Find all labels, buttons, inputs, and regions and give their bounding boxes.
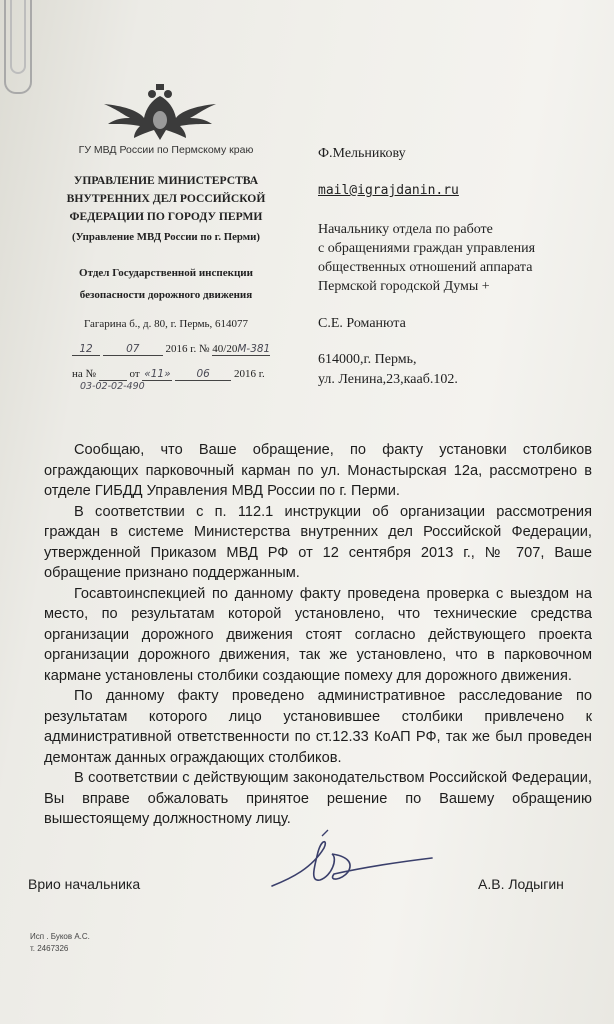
body-paragraph-3: Госавтоинспекцией по данному факту проведена проверка с выездом на место, по результатам которой установлено, что технические средства организации дорожного движения стоят согласно действующего проекта организации дорожного движения, так же установлено, что в парковочном кармане установлены столбики создающие помеху для дорожного движения.: [44, 585, 592, 684]
division-line-2: безопасности дорожного движения: [79, 289, 253, 301]
division-line-1: Отдел Государственной инспекции: [79, 267, 253, 279]
incoming-day: «11»: [144, 368, 171, 380]
dept-title-line-4: (Управление МВД России по г. Перми): [72, 231, 260, 243]
sender-address: Гагарина б., д. 80, г. Пермь, 614077: [83, 318, 249, 330]
recipient-email[interactable]: mail@igrajdanin.ru: [318, 183, 459, 198]
recipient-address-line-1: 614000,г. Пермь,: [318, 352, 417, 367]
recipient-position-line-3: общественных отношений аппарата: [318, 260, 533, 275]
executor-phone: т. 2467326: [30, 944, 69, 953]
outgoing-reference: [72, 343, 270, 356]
recipient-name-2: С.Е. Романюта: [318, 316, 406, 331]
incoming-from-label: от: [129, 368, 140, 380]
recipient-position-line-4: Пермской городской Думы +: [318, 279, 490, 294]
body-paragraph-4: По данному факту проведено административное расследование по результатам которого лицо установившее столбики привлечено к административной ответственности по ст.12.33 КоАП РФ, так же был проведен демонтаж данных ограждающих столбиков.: [44, 688, 592, 766]
recipient-address-line-2: ул. Ленина,23,кааб.102.: [318, 372, 458, 387]
signatory-name: А.В. Лодыгин: [478, 876, 564, 892]
ref-day: 12: [72, 343, 100, 356]
incoming-month: 06: [175, 368, 231, 381]
ref-year: 2016 г. №: [165, 343, 210, 355]
body-paragraph-5: В соответствии с действующим законодательством Российской Федерации, Вы вправе обжаловать принятое решение по Вашему обращению вышестоящему должностному лицу.: [44, 770, 592, 827]
body-paragraph-1: Сообщаю, что Ваше обращение, по факту установки столбиков ограждающих парковочный карман по ул. Монастырская 12а, рассмотрено в отделе ГИБДД Управления МВД России по г. Перми.: [44, 442, 592, 499]
letter-body: [44, 440, 592, 830]
ref-month: 07: [103, 343, 163, 356]
ministry-name: ГУ МВД России по Пермскому краю: [78, 144, 254, 156]
dept-title-line-2: ВНУТРЕННИХ ДЕЛ РОССИЙСКОЙ: [66, 192, 266, 205]
incoming-reference: [72, 368, 265, 381]
recipient-position-line-2: с обращениями граждан управления: [318, 241, 536, 256]
double-headed-eagle-emblem-icon: [100, 82, 220, 144]
paper-clip-icon: [4, 0, 32, 94]
recipient-name: Ф.Мельникову: [318, 146, 406, 161]
dept-title-line-1: УПРАВЛЕНИЕ МИНИСТЕРСТВА: [73, 174, 259, 187]
signatory-position: Врио начальника: [28, 876, 141, 892]
incoming-year: 2016 г.: [233, 368, 265, 380]
incoming-number-handwritten: 03-02-02-490: [80, 381, 145, 392]
body-paragraph-2: В соответствии с п. 112.1 инструкции об организации рассмотрения граждан в системе Министерства внутренних дел Российской Федерации, утвержденной Приказом МВД РФ от 12 сентября 2013 г., № 707, Ваше обращение признано поддержанным.: [44, 503, 592, 581]
recipient-position-line-1: Начальнику отдела по работе: [318, 222, 493, 237]
handwritten-signature-icon: [262, 828, 442, 898]
dept-title-line-3: ФЕДЕРАЦИИ ПО ГОРОДУ ПЕРМИ: [69, 210, 263, 223]
executor-name: Исп . Буков А.С.: [30, 932, 90, 941]
incoming-no-label: на №: [72, 368, 97, 380]
ref-number: 40/20М-381: [212, 343, 271, 355]
